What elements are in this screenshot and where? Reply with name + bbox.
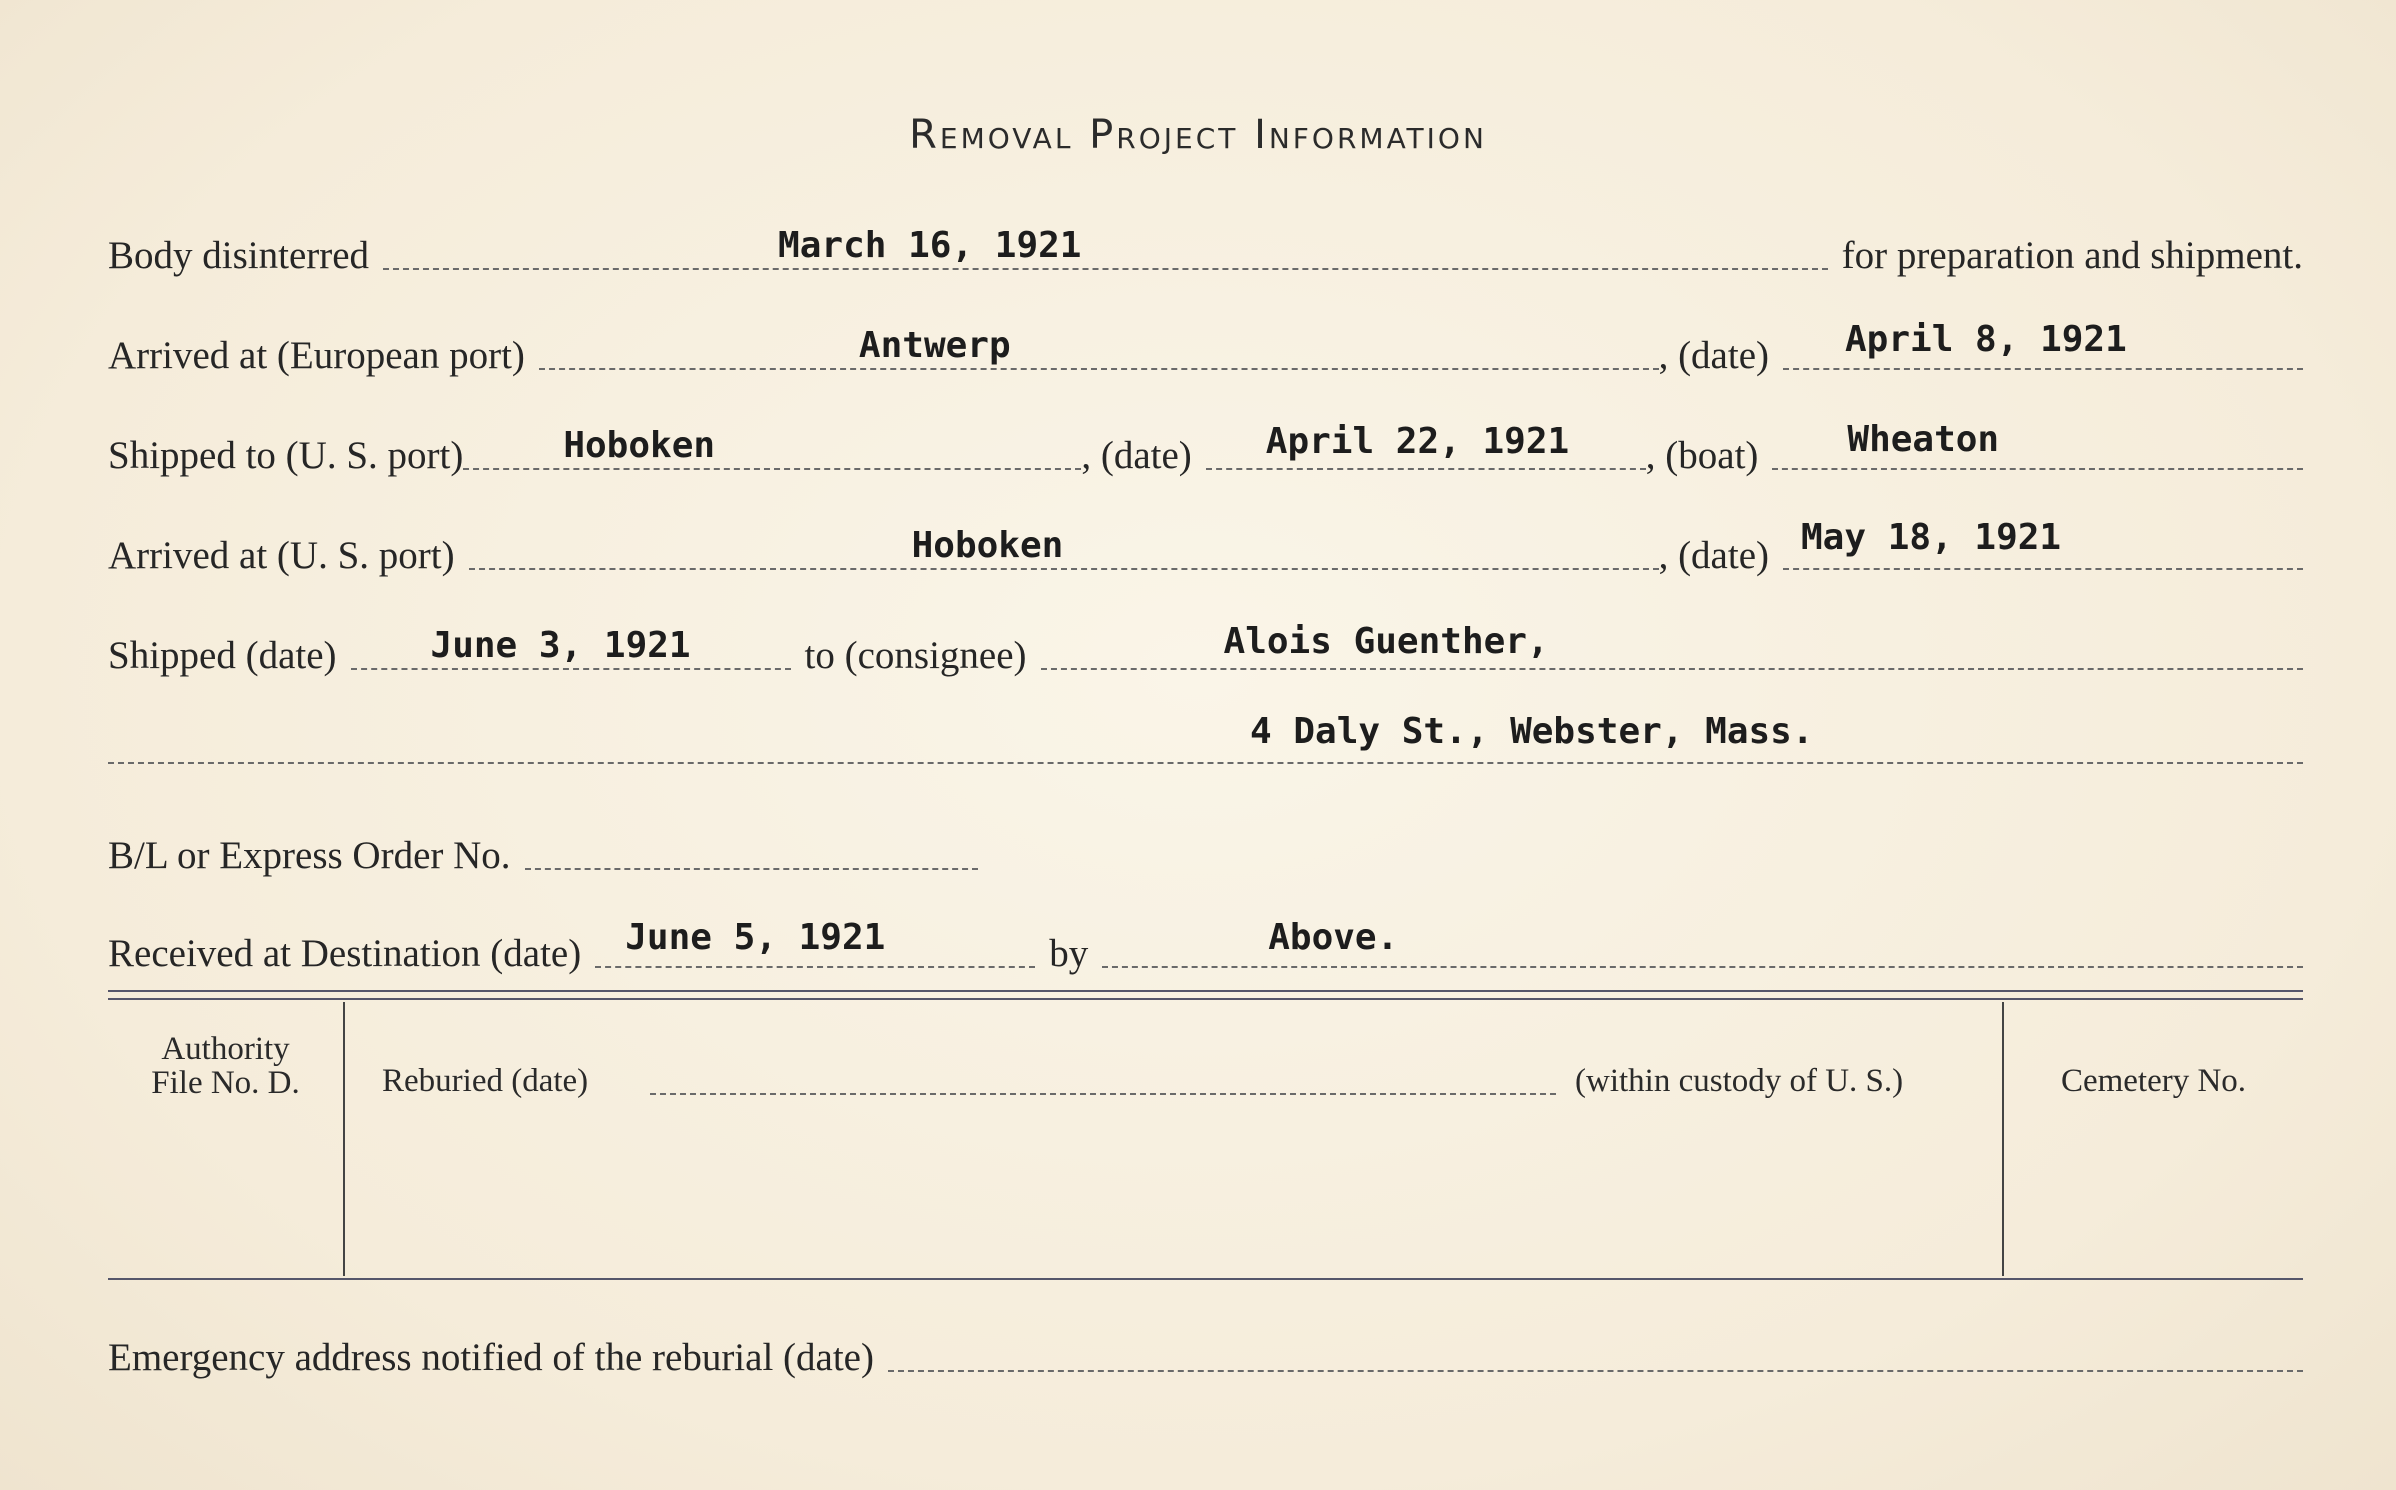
shipped-date-2-value: June 3, 1921	[430, 625, 691, 666]
received-by-label: by	[1049, 932, 1089, 975]
row-received	[108, 917, 2303, 976]
received-date-value: June 5, 1921	[625, 917, 886, 958]
european-port-field[interactable]	[539, 324, 1659, 370]
authority-label-2: File No. D.	[151, 1065, 300, 1101]
bl-field[interactable]	[525, 824, 978, 870]
arrived-us-date-label: , (date)	[1658, 534, 1769, 577]
shipped-date-value: April 22, 1921	[1265, 421, 1570, 462]
row-body-disinterred	[108, 226, 2303, 278]
shipped-to-port-value: Hoboken	[563, 425, 716, 466]
row-arrived-european	[108, 319, 2303, 378]
arrived-us-date-value: May 18, 1921	[1801, 517, 2062, 558]
boat-field[interactable]	[1772, 419, 2303, 470]
box-divider-right	[2002, 1002, 2004, 1276]
custody-label: (within custody of U. S.)	[1575, 1063, 1904, 1099]
received-date-field[interactable]	[595, 917, 1035, 968]
row-arrived-us	[108, 517, 2303, 578]
disinterred-value: March 16, 1921	[778, 225, 1082, 266]
boat-value: Wheaton	[1847, 419, 2000, 460]
box-bottom-rule	[108, 1278, 2303, 1280]
reburied-label: Reburied (date)	[382, 1063, 589, 1099]
received-by-value: Above.	[1268, 917, 1399, 958]
box-top-rule	[108, 990, 2303, 1000]
boat-label: , (boat)	[1645, 434, 1759, 477]
address-line[interactable]	[108, 762, 2303, 764]
row-bl	[108, 826, 978, 878]
row-shipped-to	[108, 419, 2303, 478]
arrived-us-date-field[interactable]	[1783, 517, 2303, 570]
european-date-label: , (date)	[1658, 334, 1769, 377]
received-label: Received at Destination (date)	[108, 932, 582, 975]
received-by-field[interactable]	[1102, 917, 2303, 968]
consignee-field[interactable]	[1041, 621, 2303, 670]
disinterred-field[interactable]	[383, 224, 1828, 270]
consignee-label: to (consignee)	[804, 634, 1027, 677]
cemetery-label: Cemetery No.	[2060, 1063, 2247, 1099]
authority-label-1: Authority	[161, 1031, 290, 1067]
us-port-field[interactable]	[463, 424, 1081, 470]
reburied-field[interactable]	[650, 1093, 1556, 1095]
bl-label: B/L or Express Order No.	[108, 834, 511, 877]
arrived-us-port-field[interactable]	[469, 524, 1659, 570]
row-emergency	[108, 1328, 2303, 1380]
consignee-value: Alois Guenther,	[1223, 621, 1549, 662]
shipped-date-2-field[interactable]	[351, 624, 791, 670]
shipped-to-label: Shipped to (U. S. port)	[108, 434, 464, 477]
page-title: Removal Project Information	[909, 112, 1487, 158]
row-shipped-consignee	[108, 621, 2303, 678]
shipped-date-field[interactable]	[1206, 421, 1646, 470]
emergency-label: Emergency address notified of the reburial (date)	[108, 1336, 874, 1379]
european-date-field[interactable]	[1783, 319, 2303, 370]
european-date-value: April 8, 1921	[1845, 319, 2127, 360]
european-port-value: Antwerp	[858, 325, 1011, 366]
arrived-us-port-value: Hoboken	[911, 525, 1064, 566]
emergency-field[interactable]	[888, 1326, 2303, 1372]
disinterred-suffix: for preparation and shipment.	[1841, 234, 2303, 277]
disinterred-label: Body disinterred	[108, 234, 370, 277]
arrived-european-label: Arrived at (European port)	[108, 334, 525, 377]
box-divider-left	[343, 1002, 345, 1276]
shipped-label: Shipped (date)	[108, 634, 337, 677]
arrived-us-label: Arrived at (U. S. port)	[108, 534, 455, 577]
consignee-address-value: 4 Daly St., Webster, Mass.	[1250, 711, 1814, 752]
shipped-date-label: , (date)	[1081, 434, 1192, 477]
